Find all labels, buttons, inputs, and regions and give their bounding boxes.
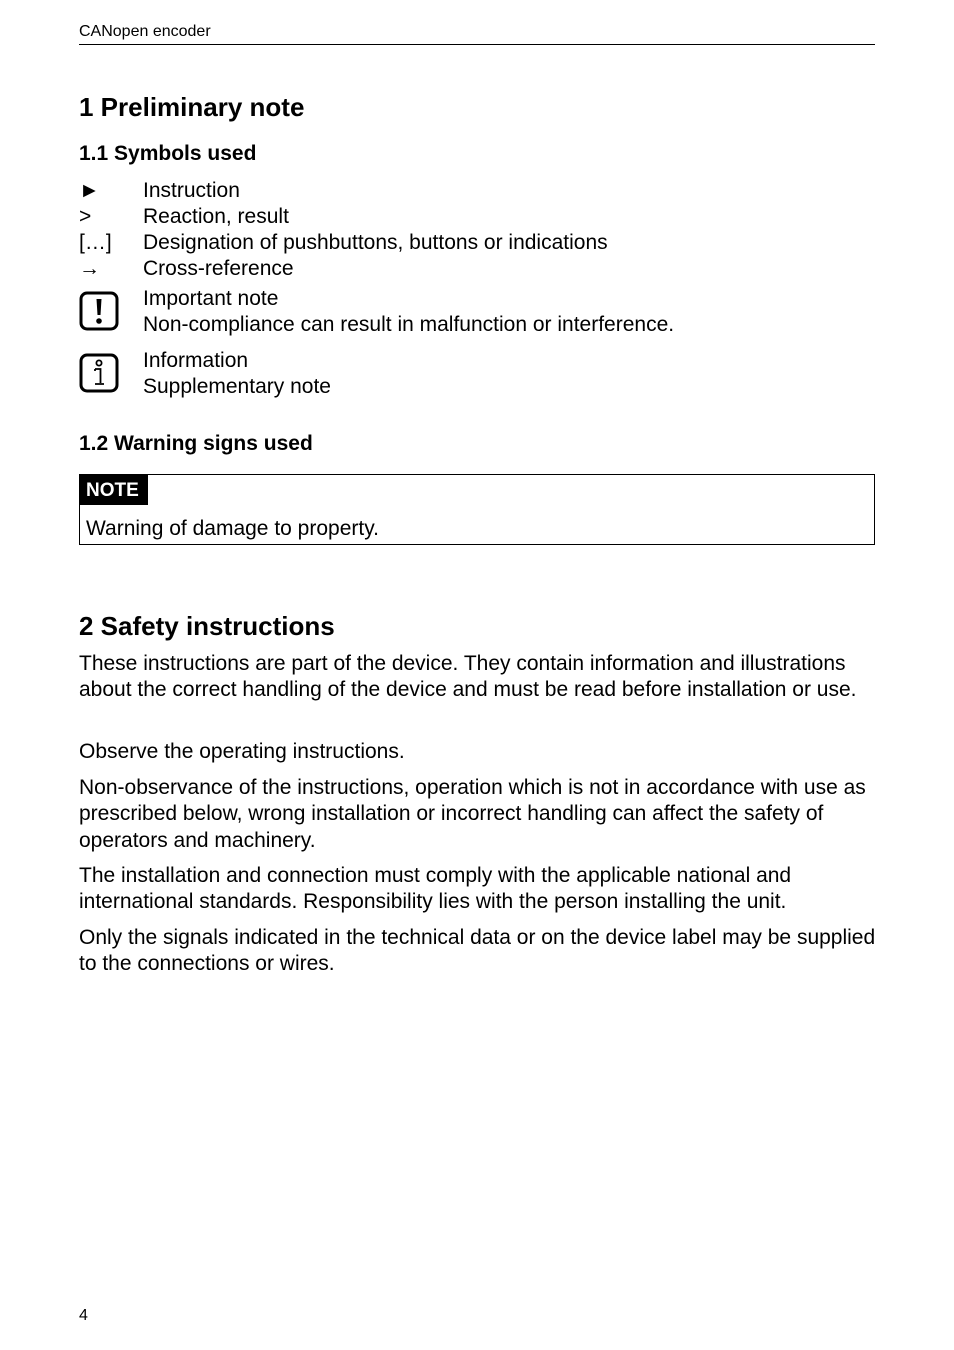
section-1-heading: 1 Preliminary note xyxy=(79,92,305,122)
note-text: Warning of damage to property. xyxy=(86,517,379,540)
info-box-icon xyxy=(79,353,119,393)
note-label: NOTE xyxy=(80,475,148,505)
paragraph: The installation and connection must comply with the applicable national and international standards. Responsibility lies with the person installing the unit. xyxy=(79,864,792,914)
running-header: CANopen encoder xyxy=(79,22,875,45)
symbol-description: Cross-reference xyxy=(143,257,294,280)
paragraph: Observe the operating instructions. xyxy=(79,740,405,763)
symbol-description: Instruction xyxy=(143,179,240,202)
greater-than-symbol: > xyxy=(79,205,92,228)
section-2-heading: 2 Safety instructions xyxy=(79,611,335,641)
triangle-right-icon: ► xyxy=(79,179,100,202)
symbol-description: Designation of pushbuttons, buttons or indications xyxy=(143,231,608,254)
important-note-text: Non-compliance can result in malfunction or interference. xyxy=(143,313,675,336)
subsection-1-1-heading: 1.1 Symbols used xyxy=(79,142,257,165)
paragraph: Only the signals indicated in the technical data or on the device label may be supplied to the connections or wires. xyxy=(79,926,876,976)
paragraph: These instructions are part of the device. They contain information and illustrations about the correct handling of the device and must be read before installation or use. xyxy=(79,652,857,702)
important-note-title: Important note xyxy=(143,287,279,310)
paragraph: Non-observance of the instructions, operation which is not in accordance with use as prescribed below, wrong installation or incorrect handling can affect the safety of operators and machinery. xyxy=(79,776,866,852)
subsection-1-2-heading: 1.2 Warning signs used xyxy=(79,432,313,455)
arrow-right-icon: → xyxy=(79,257,100,280)
note-warning-box xyxy=(79,474,875,545)
bracket-ellipsis-symbol: […] xyxy=(79,231,112,254)
symbol-description: Reaction, result xyxy=(143,205,289,228)
information-text: Supplementary note xyxy=(143,375,331,398)
page-number: 4 xyxy=(79,1307,88,1324)
exclamation-box-icon xyxy=(79,291,119,331)
information-title: Information xyxy=(143,349,249,372)
